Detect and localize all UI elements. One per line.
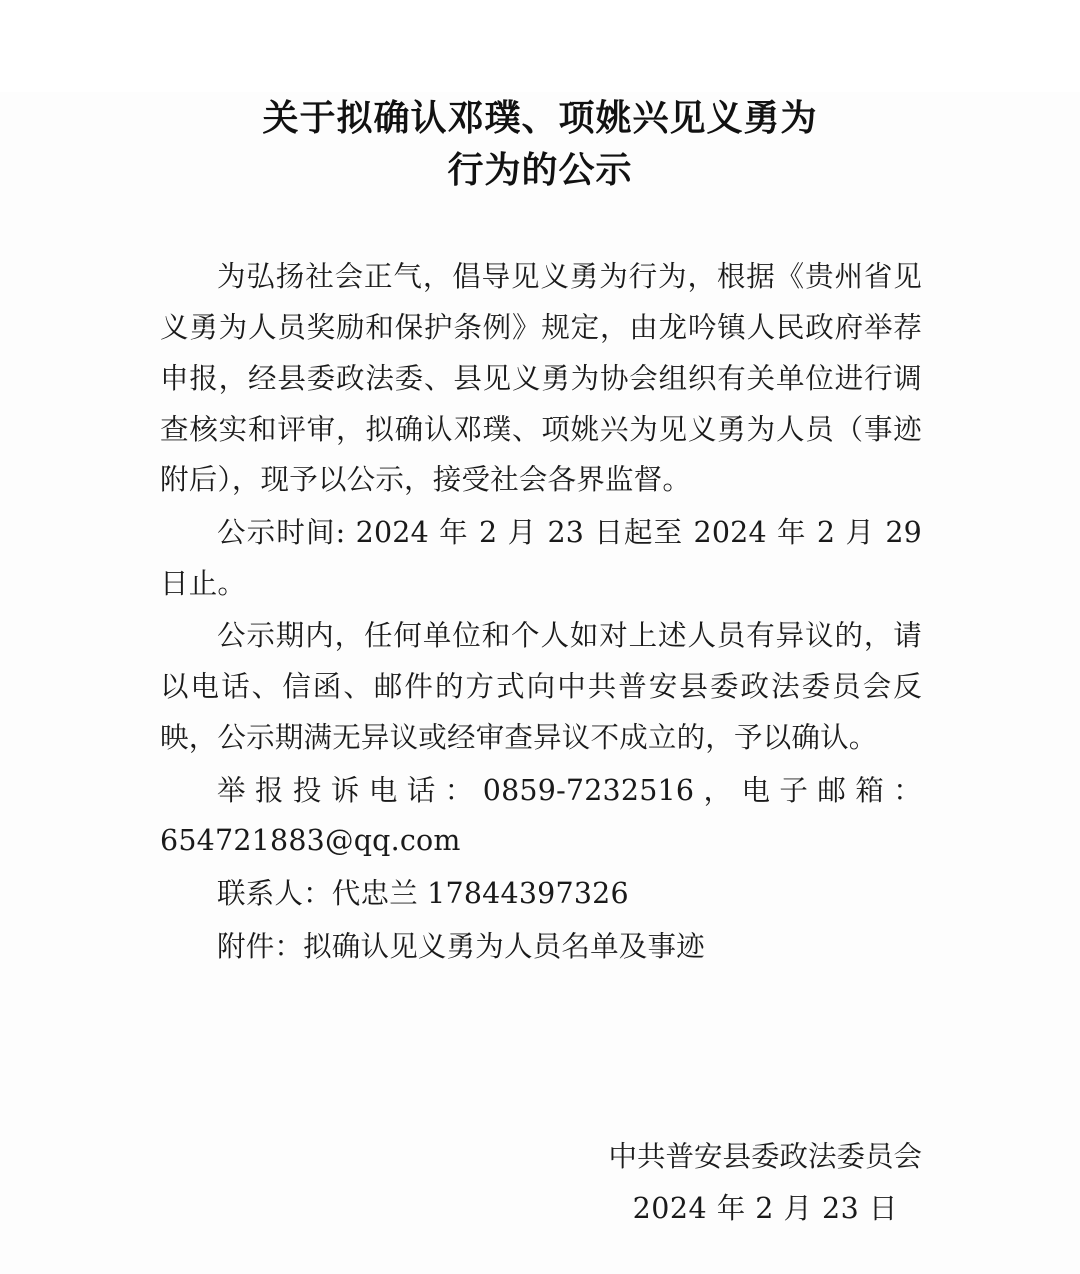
- paragraph-attachment: 附件：拟确认见义勇为人员名单及事迹: [217, 929, 705, 963]
- paragraph-publicity-period: 公示时间: 2024 年 2 月 23 日起至 2024 年 2 月 29 日止。: [160, 515, 922, 600]
- document-body: [0, 252, 1080, 972]
- document-page: [0, 92, 1080, 1274]
- title-line-1: 关于拟确认邓璞、项姚兴见义勇为: [262, 97, 818, 139]
- document-title: [0, 92, 1080, 196]
- document-signature: [608, 1131, 922, 1236]
- paragraph-contact-channels: 举 报 投 诉 电 话 ： 0859-7232516 ， 电 子 邮 箱 ： 654721883@qq.com: [160, 773, 922, 858]
- title-line-2: 行为的公示: [447, 149, 633, 192]
- paragraph-contact-person: 联系人：代忠兰 17844397326: [217, 877, 629, 910]
- signature-organization: 中共普安县委政法委员会: [608, 1139, 922, 1173]
- paragraph-objection-process: 公示期内，任何单位和个人如对上述人员有异议的，请以电话、信函、邮件的方式向中共普安县委政法委员会反映，公示期满无异议或经审查异议不成立的，予以确认。: [160, 619, 922, 754]
- paragraph-intro: 为弘扬社会正气，倡导见义勇为行为，根据《贵州省见义勇为人员奖励和保护条例》规定，由龙吟镇人民政府举荐申报，经县委政法委、县见义勇为协会组织有关单位进行调查核实和评审，拟确认邓璞、项姚兴为见义勇为人员（事迹附后），现予以公示，接受社会各界监督。: [160, 260, 922, 497]
- signature-date: 2024 年 2 月 23 日: [632, 1192, 898, 1226]
